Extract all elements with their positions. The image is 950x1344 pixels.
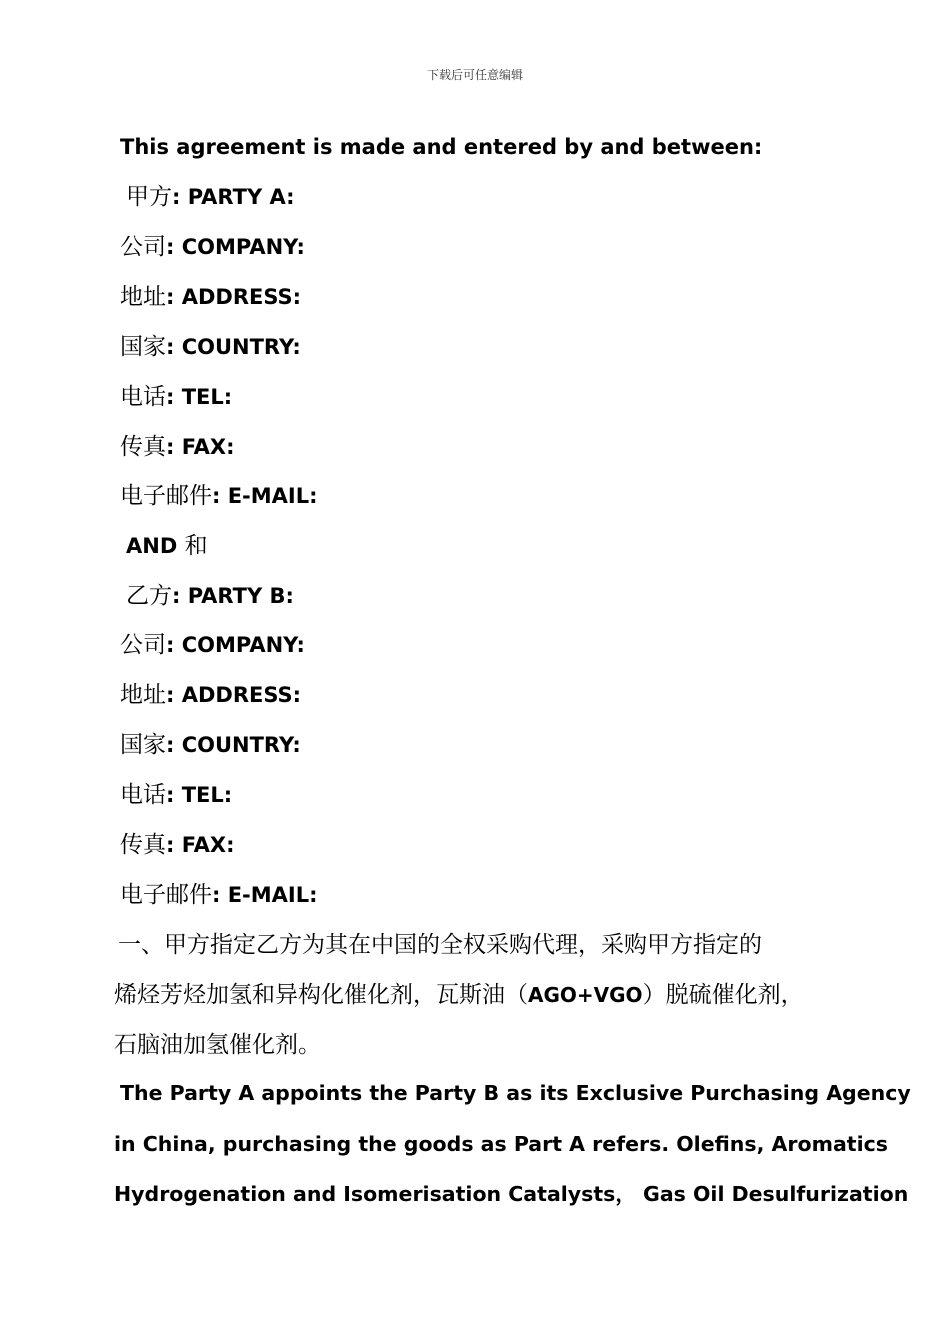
- and-cn: 和: [184, 533, 208, 559]
- field-label-en: : COMPANY:: [166, 633, 305, 657]
- field-label-en: : ADDRESS:: [166, 683, 302, 707]
- field-label-cn: 传真: [120, 434, 166, 460]
- intro-line: This agreement is made and entered by and between:: [120, 135, 763, 159]
- clause-1-cn: [114, 920, 854, 1070]
- party-b-title: [126, 581, 294, 611]
- field-label-cn: 电话: [120, 384, 166, 410]
- clause-1-en-line: The Party A appoints the Party B as its Exclusive Purchasing Agency: [120, 1081, 911, 1105]
- party-a-company: [120, 232, 305, 262]
- clause-text: 烯烃芳烃加氢和异构化催化剂，瓦斯油（: [114, 982, 528, 1008]
- field-label-en: : COUNTRY:: [166, 733, 301, 757]
- clause-text-en: AGO+VGO: [528, 983, 643, 1007]
- field-label-cn: 地址: [120, 284, 166, 310]
- clause-1-cn-line: 石脑油加氢催化剂。: [114, 1032, 321, 1058]
- party-b-email: [120, 880, 318, 910]
- party-b-company: [120, 630, 305, 660]
- clause-1-en-line: Hydrogenation and Isomerisation Catalysts， Gas Oil Desulfurization: [114, 1182, 909, 1206]
- party-b-fax: [120, 830, 235, 860]
- field-label-en: : COUNTRY:: [166, 335, 301, 359]
- field-label-en: : COMPANY:: [166, 235, 305, 259]
- party-a-title-cn: 甲方: [126, 184, 172, 210]
- field-label-en: : ADDRESS:: [166, 285, 302, 309]
- clause-1-en: [114, 1068, 911, 1220]
- field-label-en: : FAX:: [166, 435, 235, 459]
- field-label-en: : TEL:: [166, 385, 233, 409]
- party-a-tel: [120, 382, 232, 412]
- party-a-fax: [120, 432, 235, 462]
- field-label-cn: 电子邮件: [120, 882, 212, 908]
- field-label-en: : E-MAIL:: [212, 883, 318, 907]
- and-en: AND: [126, 534, 185, 558]
- field-label-cn: 国家: [120, 334, 166, 360]
- field-label-cn: 公司: [120, 234, 166, 260]
- party-a-country: [120, 332, 301, 362]
- party-a-title: [126, 182, 295, 212]
- field-label-cn: 电子邮件: [120, 483, 212, 509]
- field-label-cn: 电话: [120, 782, 166, 808]
- party-b-country: [120, 730, 301, 760]
- party-b-title-en: : PARTY B:: [172, 584, 294, 608]
- field-label-en: : FAX:: [166, 833, 235, 857]
- field-label-cn: 传真: [120, 832, 166, 858]
- field-label-cn: 公司: [120, 632, 166, 658]
- party-b-tel: [120, 780, 232, 810]
- page-header: 下载后可任意编辑: [426, 68, 523, 82]
- clause-text: ）脱硫催化剂，: [642, 982, 804, 1008]
- party-b-title-cn: 乙方: [126, 583, 172, 609]
- party-a-address: [120, 282, 301, 312]
- field-label-en: : TEL:: [166, 783, 233, 807]
- and-line: [126, 531, 208, 561]
- field-label-cn: 国家: [120, 732, 166, 758]
- party-a-email: [120, 481, 318, 511]
- clause-1-cn-line: [114, 970, 854, 1020]
- clause-1-cn-line: 一、甲方指定乙方为其在中国的全权采购代理，采购甲方指定的: [118, 932, 762, 958]
- field-label-en: : E-MAIL:: [212, 484, 318, 508]
- field-label-cn: 地址: [120, 682, 166, 708]
- party-b-address: [120, 680, 301, 710]
- clause-1-en-line: in China, purchasing the goods as Part A refers. Olefins, Aromatics: [114, 1131, 888, 1156]
- party-a-title-en: : PARTY A:: [172, 185, 295, 209]
